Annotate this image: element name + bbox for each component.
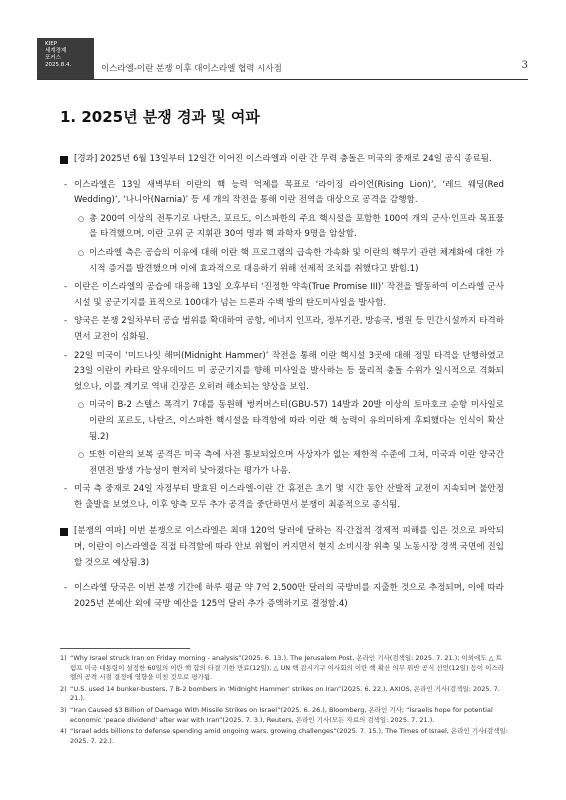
footnote-item (60, 654, 508, 683)
footnote-text: “Israel adds billions to defense spending amid ongoing wars, growing challenges”(2025. 7. 15.), The Times of Israel, 온라인 기사(검색일: 2025. 7. 22.). (70, 727, 508, 745)
square-bullet-icon (60, 156, 68, 164)
sub-bullet-text: 미국이 B-2 스텔스 폭격기 7대를 동원해 벙커버스터(GBU-57) 14발과 20발 이상의 토마호크 순항 미사일로 이란의 포르도, 나탄즈, 이스파한 핵시설을 타격함에 따라 이란 핵 능력이 유의미하게 후퇴했다는 인식이 확산됨.2) (89, 400, 504, 442)
circle-bullet-item (78, 212, 504, 243)
dash-bullet-icon: - (64, 350, 68, 361)
bullet-text: 미국 측 중재로 24일 자정부터 발효된 이스라엘-이란 간 휴전은 초기 몇 시간 동안 산발적 교전이 지속되며 불안정한 출발을 보였으나, 이후 양측 모두 추가 공격을 중단하면서 분쟁이 최종적으로 종식됨. (74, 484, 504, 510)
dash-bullet-icon: - (64, 316, 68, 327)
key-point-paragraph (60, 152, 504, 168)
dash-bullet-item (64, 482, 504, 513)
dash-bullet-item (64, 314, 504, 345)
footnote-number: 3) (60, 705, 67, 714)
circle-bullet-icon: ○ (78, 451, 85, 460)
footnote-text: “U.S. used 14 bunker-busters, 7 B-2 bombers in ‘Midnight Hammer’ strikes on Iran”(2025. 6. 22.), AXIOS, 온라인 기사(검색일: 2025. 7. 21.). (70, 684, 500, 703)
key-point-text: [분쟁의 여파] 이번 분쟁으로 이스라엘은 최대 120억 달러에 달하는 직·간접적 경제적 피해를 입은 것으로 파악되며, 이란이 이스라엘을 직접 타격함에 따라 안보 위협이 커지면서 현지 소비시장 위축 및 노동시장 경색 국면에 진입할 것으로 예상됨.3) (74, 526, 504, 568)
page-number: 3 (521, 60, 528, 71)
footnote-number: 1) (60, 654, 67, 662)
footnote-item (60, 727, 508, 746)
logo-line: 2025.8.4. (45, 62, 72, 68)
body-content (60, 152, 504, 615)
circle-bullet-item (78, 246, 504, 277)
logo-line: 포커스 (45, 55, 61, 61)
spacer (60, 516, 504, 524)
dash-bullet-icon: - (64, 583, 68, 594)
running-header-title: 이스라엘-이란 분쟁 이후 대이스라엘 협력 시사점 (101, 64, 282, 74)
dash-bullet-item (64, 178, 504, 209)
sub-bullet-text: 이스라엘 측은 공습의 이유에 대해 이란 핵 프로그램의 급속한 가속화 및 이란의 핵무기 관련 체계화에 대한 가시적 증거를 발견했으며 이에 효과적으로 대응하기 위해 선제적 조치를 취했다고 밝힘.1) (89, 247, 504, 274)
circle-bullet-icon: ○ (78, 401, 85, 410)
circle-bullet-item (78, 448, 504, 479)
header-divider (37, 79, 528, 80)
footnote-divider (60, 648, 190, 649)
bullet-text: 22일 미국이 ‘미드나잇 해머(Midnight Hammer)’ 작전을 통해 이란 핵시설 3곳에 대해 정밀 타격을 단행하였고 23일 이란이 카타르 알우데이드 미 공군기지를 향해 미사일을 발사하는 등 물리적 충돌 수위가 일시적으로 격화되었으나, 이를 계기로 역내 긴장은 오히려 해소되는 양상을 보임. (74, 350, 504, 392)
dash-bullet-icon: - (64, 282, 68, 293)
section-title: 1. 2025년 분쟁 경과 및 여파 (60, 108, 260, 126)
dash-bullet-item (64, 280, 504, 311)
bullet-text: 양국은 분쟁 2일차부터 공습 범위를 확대하여 공항, 에너지 인프라, 정부기관, 방송국, 병원 등 민간시설까지 타격하면서 교전이 심화됨. (74, 316, 504, 342)
dash-bullet-item (64, 581, 504, 612)
bullet-text: 이란은 이스라엘의 공습에 대응해 13일 오후부터 ‘진정한 약속(True Promise III)’ 작전을 발동하여 이스라엘 군사시설 및 공군기지를 표적으로 100대가 넘는 드론과 수백 발의 탄도미사일을 발사함. (74, 282, 504, 308)
bullet-text: 이스라엘은 13일 새벽부터 이란의 핵 능력 억제를 목표로 ‘라이징 라이언(Rising Lion)’, ‘레드 웨딩(Red Wedding)’, ‘나니아(Narnia)’ 등 세 개의 작전을 통해 이란 전역을 대상으로 공격을 감행함. (74, 179, 504, 206)
logo-line: 세계경제 (45, 48, 67, 54)
footnote-number: 4) (60, 727, 67, 736)
dash-bullet-icon: - (64, 179, 68, 190)
footnote-item (60, 685, 508, 704)
circle-bullet-item (78, 398, 504, 445)
footnotes (60, 654, 508, 748)
sub-bullet-text: 또한 이란의 보복 공격은 미국 측에 사전 통보되었으며 사상자가 없는 제한적 수준에 그쳐, 미국과 이란 양국간 전면전 발생 가능성이 현저히 낮아졌다는 평가가 나옴. (89, 450, 504, 476)
footnote-text: “Iran Caused $3 Billion of Damage With Missile Strikes on Israel”(2025. 6. 26.), Bloomberg, 온라인 기사; “Israelis hope for potential economic ‘peace dividend’ after war with Iran”(2025. 7. 3.), Reuters, 온라인 기사(모든 자료의 검색일: 2025. 7. 21.). (70, 705, 493, 724)
sub-bullet-text: 총 200여 이상의 전투기로 나탄즈, 포르도, 이스파한의 주요 핵시설을 포함한 100여 개의 군사·인프라 목표물을 타격했으며, 이란 고위 군 지휘관 30여 명과 핵 과학자 9명을 암살함. (89, 213, 504, 240)
logo-line: KIEP (45, 41, 58, 47)
key-point-paragraph (60, 524, 504, 571)
square-bullet-icon (60, 528, 68, 536)
dash-bullet-icon: - (64, 484, 68, 495)
footnote-text: “Why Israel struck Iran on Friday morning - analysis”(2025. 6. 13.), The Jerusalem Post, 온라인 기사(검색일: 2025. 7. 21.); 이외에도 △ 트럼프 미국 대통령이 설정한 60일의 이란 핵 합의 타결 기한 만료(12일), △ UN 핵 감시기구 이사회의 이란 핵 확산 의무 위반 공식 선언(12일) 등이 이스라엘의 공격 시점 결정에 영향을 미친 것으로 평가됨. (70, 654, 505, 682)
publication-logo (37, 38, 94, 80)
bullet-text: 이스라엘 당국은 이번 분쟁 기간에 하루 평균 약 7억 2,500만 달러의 국방비를 지출한 것으로 추정되며, 이에 따라 2025년 본예산 외에 국방 예산을 125억 달러 추가 증액하기로 결정함.4) (74, 583, 504, 609)
dash-bullet-item (64, 349, 504, 396)
footnote-item (60, 706, 508, 725)
footnote-number: 2) (60, 684, 67, 693)
key-point-text: [경과] 2025년 6월 13일부터 12일간 이어진 이스라엘과 이란 간 무력 충돌은 미국의 중재로 24일 공식 종료됨. (74, 154, 492, 164)
circle-bullet-icon: ○ (78, 248, 85, 257)
circle-bullet-icon: ○ (78, 214, 85, 223)
